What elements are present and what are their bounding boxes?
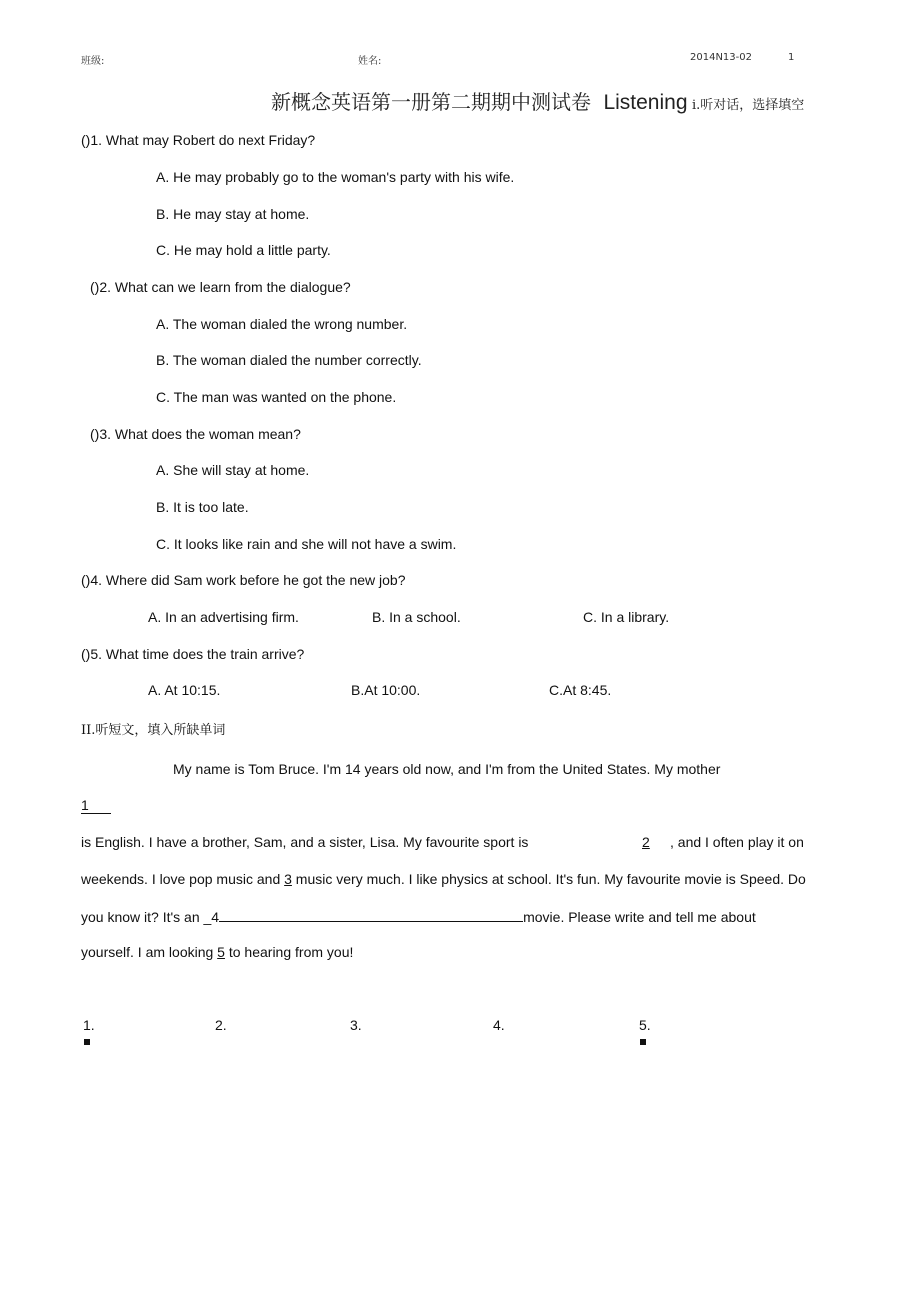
page-title xyxy=(271,86,804,115)
q3-option-c: C. It looks like rain and she will not have a swim. xyxy=(156,536,457,552)
passage-line-4 xyxy=(81,871,806,887)
page-number: 1 xyxy=(788,52,795,63)
blank-1: 1 xyxy=(81,797,111,814)
q1-option-b: B. He may stay at home. xyxy=(156,206,310,222)
question-2: ()2. What can we learn from the dialogue? xyxy=(90,279,351,295)
q1-option-a: A. He may probably go to the woman's party with his wife. xyxy=(156,169,515,185)
q4-option-a: A. In an advertising firm. xyxy=(148,609,299,625)
name-label: 姓名: xyxy=(358,56,382,67)
question-5: ()5. What time does the train arrive? xyxy=(81,646,305,662)
blank-2: 2 xyxy=(642,834,650,850)
q3-option-b: B. It is too late. xyxy=(156,499,249,515)
passage-line-6-post: to hearing from you! xyxy=(224,944,354,960)
question-4: ()4. Where did Sam work before he got the new job? xyxy=(81,572,406,588)
passage-line-5 xyxy=(81,907,756,925)
question-1: ()1. What may Robert do next Friday? xyxy=(81,132,316,148)
exam-code: 2014N13-02 xyxy=(690,52,752,63)
q3-option-a: A. She will stay at home. xyxy=(156,462,310,478)
passage-line-6-pre: yourself. I am looking xyxy=(81,944,218,960)
blank-4-line xyxy=(219,907,523,922)
q2-option-b: B. The woman dialed the number correctly. xyxy=(156,352,422,368)
blank-3: 3 xyxy=(284,871,292,887)
passage-blank-1 xyxy=(81,797,111,814)
q2-option-a: A. The woman dialed the wrong number. xyxy=(156,316,408,332)
q5-option-c: C.At 8:45. xyxy=(549,682,612,698)
passage-line-3-pre: is English. I have a brother, Sam, and a sister, Lisa. My favourite sport is xyxy=(81,834,529,850)
q4-option-c: C. In a library. xyxy=(583,609,670,625)
title-chinese: 新概念英语第一册第二期期中测试卷 xyxy=(271,90,591,114)
passage-line-5-post: movie. Please write and tell me about xyxy=(523,909,756,925)
q1-option-c: C. He may hold a little party. xyxy=(156,242,331,258)
section2-heading: II.听短文，填入所缺单词 xyxy=(81,723,226,738)
passage-line-4-pre: weekends. I love pop music and xyxy=(81,871,285,887)
bullet-square-icon xyxy=(84,1039,90,1045)
question-3: ()3. What does the woman mean? xyxy=(90,426,301,442)
answer-5-label: 5. xyxy=(639,1017,651,1033)
answer-3-label: 3. xyxy=(350,1017,362,1033)
answer-2-label: 2. xyxy=(215,1017,227,1033)
q5-option-b: B.At 10:00. xyxy=(351,682,421,698)
passage-line-3-post: , and I often play it on xyxy=(670,834,804,850)
bullet-square-icon xyxy=(640,1039,646,1045)
q4-option-b: B. In a school. xyxy=(372,609,461,625)
blank-5: 5 xyxy=(217,944,225,960)
q5-option-a: A. At 10:15. xyxy=(148,682,221,698)
class-label: 班级: xyxy=(81,56,105,67)
section1-heading: i.听对话，选择填空 xyxy=(691,98,805,113)
q2-option-c: C. The man was wanted on the phone. xyxy=(156,389,397,405)
answer-1-label: 1. xyxy=(83,1017,95,1033)
passage-line-4-post: music very much. I like physics at school. It's fun. My favourite movie is Speed. Do xyxy=(291,871,806,887)
passage-line-5-pre: you know it? It's an _4 xyxy=(81,909,220,925)
passage-line-1: My name is Tom Bruce. I'm 14 years old now, and I'm from the United States. My mother xyxy=(173,761,721,777)
title-english: Listening xyxy=(603,91,688,114)
answer-4-label: 4. xyxy=(493,1017,505,1033)
passage-line-6 xyxy=(81,944,353,960)
